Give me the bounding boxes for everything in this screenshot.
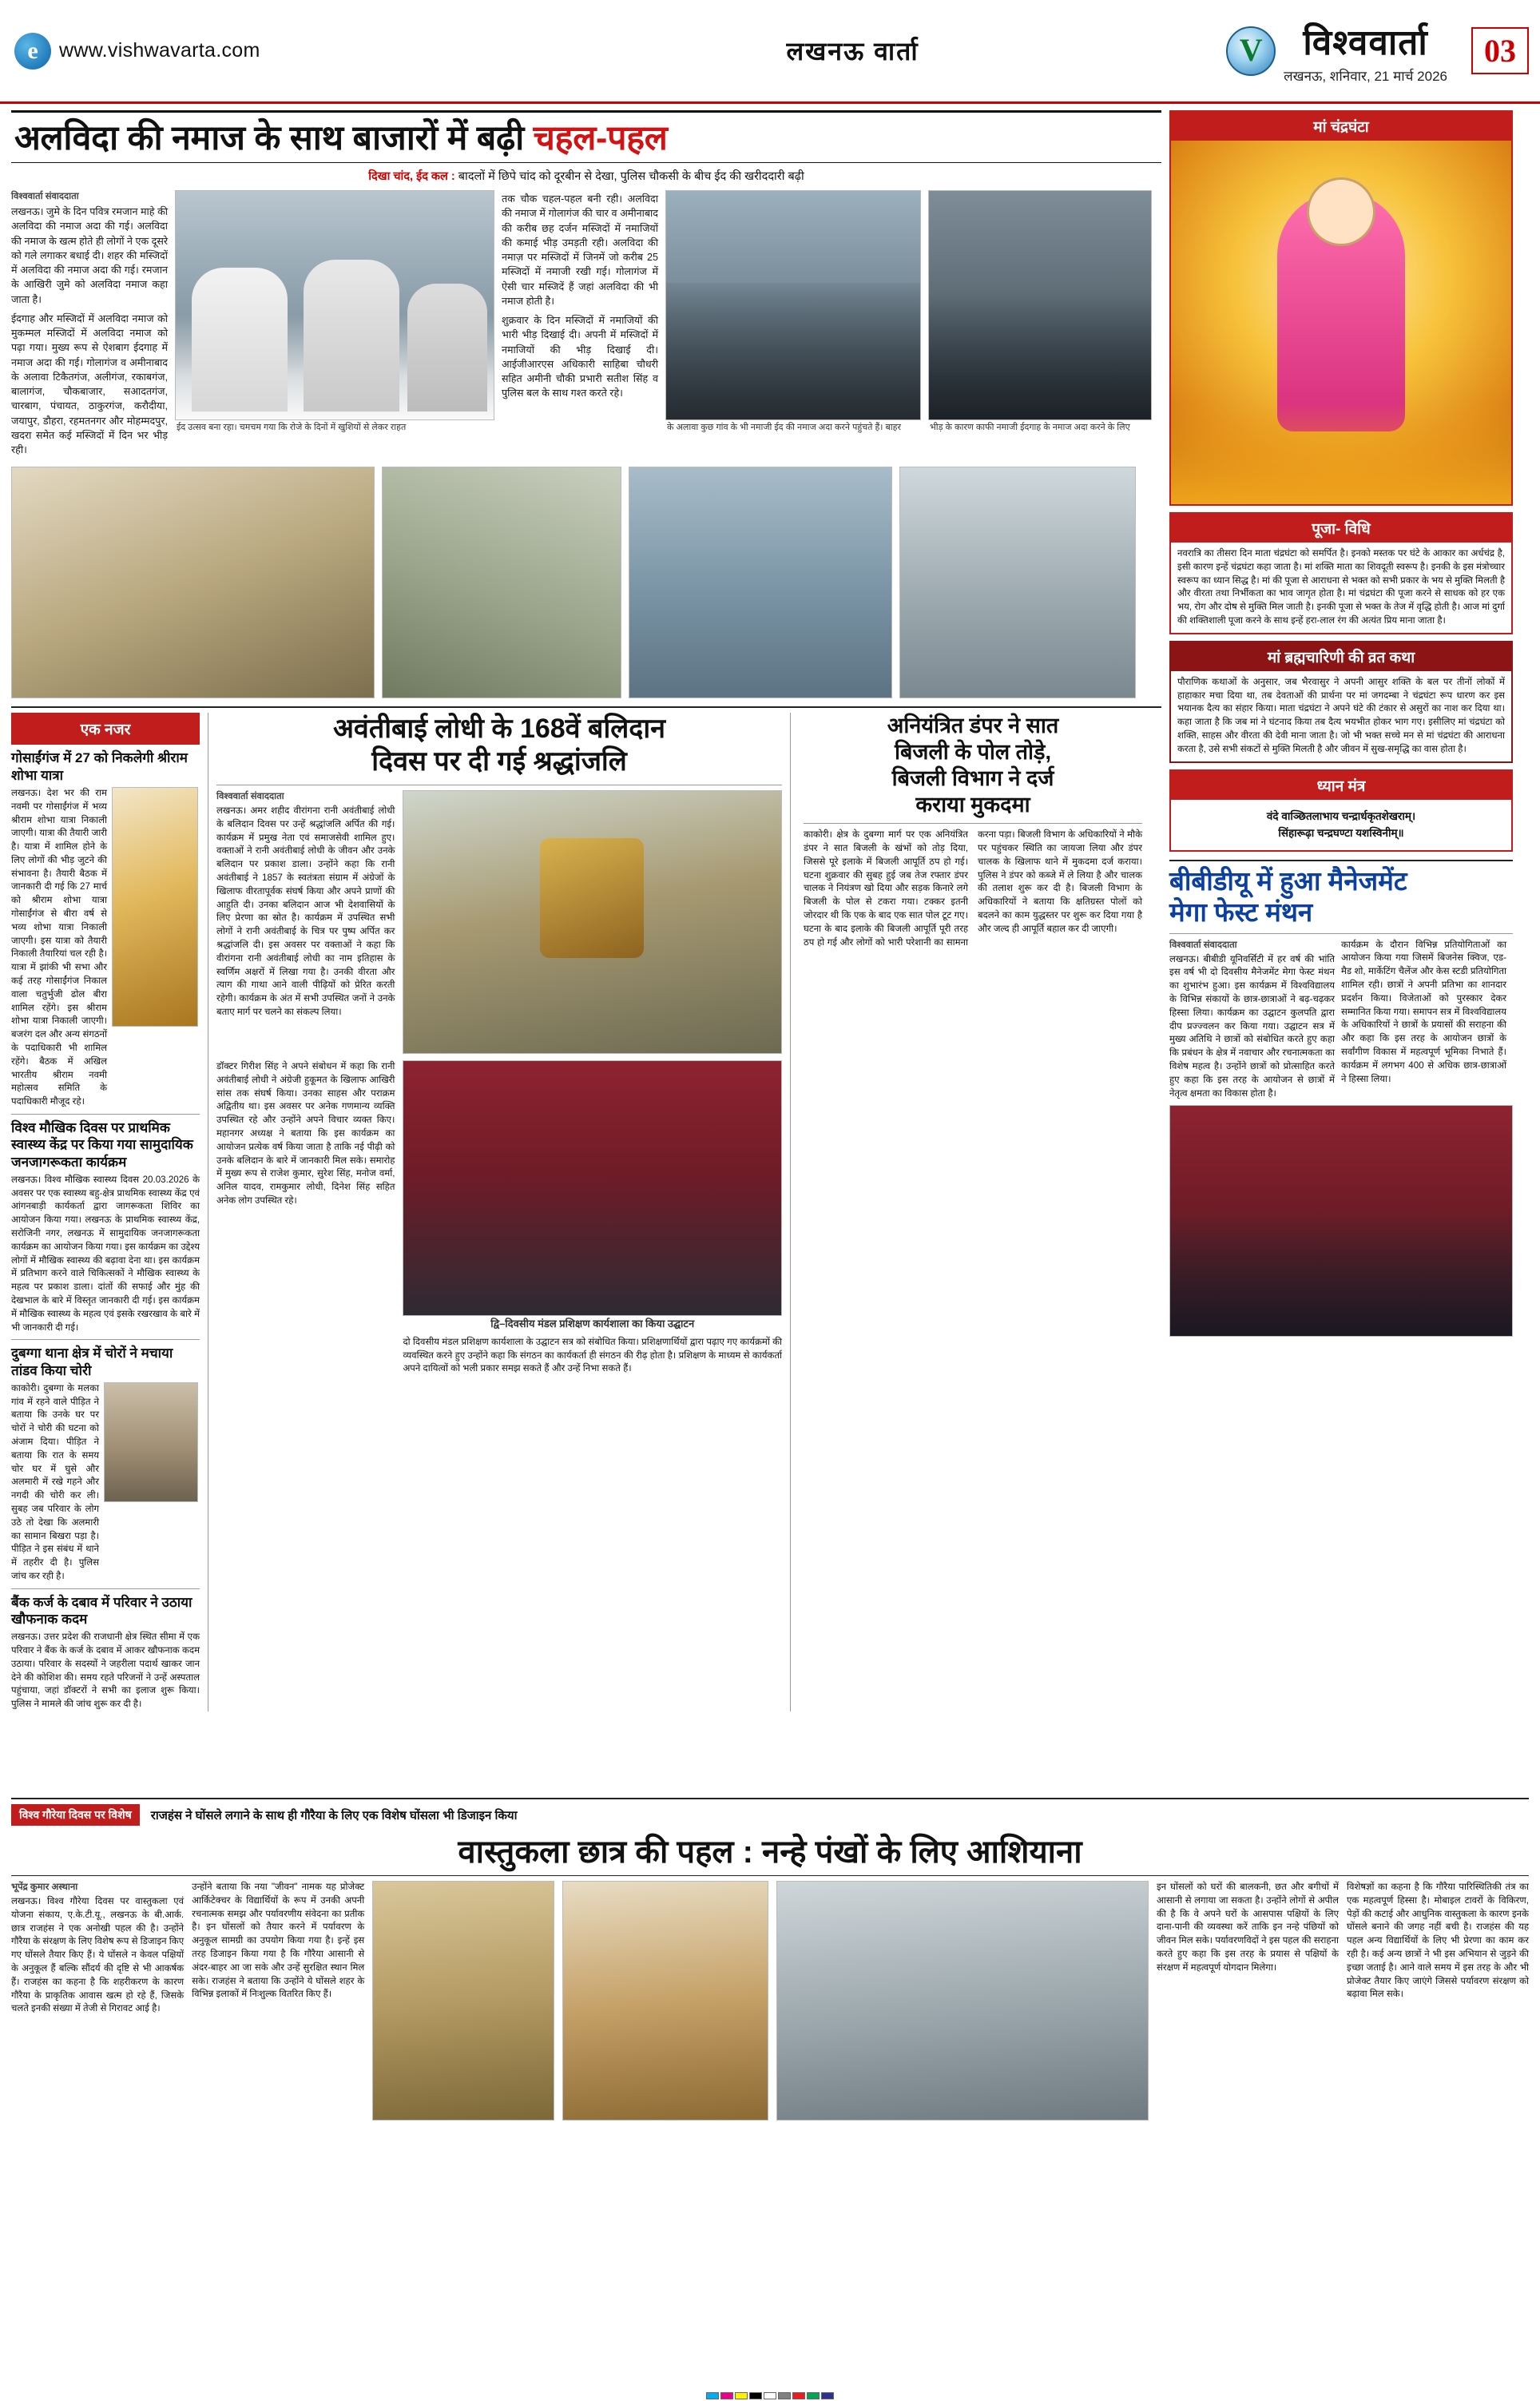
bbdu-byline: विश्ववार्ता संवाददाता [1169, 940, 1237, 950]
puja-card [1169, 512, 1513, 634]
avantibai-text-3: दो दिवसीय मंडल प्रशिक्षण कार्यशाला के उद्घाटन सत्र को संबोधित किया। प्रशिक्षणार्थियों द्वारा पढ़ाए गए कार्यक्रमों की व्यवस्थित करने हुए उन्होंने कहा कि संगठन का कार्यकर्ता ही संगठन की रीढ़ होता है। प्रशिक्षण के माध्यम से कार्यकर्ता अपने दायित्वों को भली प्रकार समझ सकते हैं और उन्हें निभा सकते हैं। [403, 1336, 782, 1374]
masthead [0, 0, 1540, 104]
avantibai-headline-line2: दिवस पर दी गई श्रद्धांजलि [371, 746, 627, 777]
avantibai-byline: विश्ववार्ता संवाददाता [216, 792, 284, 801]
ek-nazar-item2-head: विश्व मौखिक दिवस पर प्राथमिक स्वास्थ्य केंद्र पर किया गया सामुदायिक जनजागरूकता कार्यक्रम [11, 1120, 193, 1170]
page-number: 03 [1471, 27, 1529, 74]
masthead-left [0, 33, 479, 70]
lead-para-3: तक चौक चहल-पहल बनी रही। अलविदा की नमाज में गोलागंज की चार व अमीनाबाद की करीब छह दर्जन मस्जिदों में नमाजियों की कमाई भीड़ उमड़ती रही। अलविदा की नमाज़ पर मस्जिदों में जिनमें जो करीब 25 मस्जिदों में नमाजी रखी गई। गोलागंज में ऐसी चार मस्जिदें हैं जहां अलविदा की भी नमाज होती है। [502, 193, 658, 307]
devi-title: मां चंद्रघंटा [1171, 112, 1511, 141]
ek-nazar-photo-ram [112, 787, 198, 1027]
ek-nazar-item3-head: दुबग्गा थाना क्षेत्र में चोरों ने मचाया तांडव किया चोरी [11, 1346, 173, 1378]
sparrow-section-note: राजहंस ने घोंसले लगाने के साथ ही गौरैया के लिए एक विशेष घोंसला भी डिजाइन किया [150, 1808, 518, 1823]
lead-photo-2-wrap [665, 190, 921, 462]
ek-nazar-photo-rubble [104, 1382, 198, 1502]
sparrow-text-2: उन्होंने बताया कि नया "जीवन" नामक यह प्रोजेक्ट आर्किटेक्चर के विद्यार्थियों के रूप में उनकी अपनी रचनात्मक समझ और पर्यावरणीय संवेदना का प्रतीक है। इन घोंसलों को तैयार करने में पर्यावरण के अनुकूल सामग्री का उपयोग किया गया है। इन्हें इस तरह डिजाइन किया गया है कि गौरैया आसानी से अंदर-बाहर आ जा सके और उन्हें सुरक्षित स्थान मिल सके। राजहंस ने बताया कि उन्होंने ये घोंसले शहर के विभिन्न इलाकों में निःशुल्क वितरित किए हैं। [192, 1882, 365, 2000]
avantibai-headline [216, 713, 782, 778]
sparrow-section [11, 1798, 1529, 2121]
lead-text-1 [11, 205, 168, 457]
strip-photo-market [11, 467, 375, 698]
katha-text: पौराणिक कथाओं के अनुसार, जब भैरवासुर ने अपनी आसुर शक्ति के बल पर तीनों लोकों में हाहाकार मचा दिया था, तब देवताओं की प्रार्थना पर मां जगदम्बा ने चंद्रघंटा रूप धारण कर इस भयानक दैत्य का संहार किया। माता चंद्रघंटा ने अपने घंटे की टंकार से असुरों का नाश कर दिया था। कहा जाता है कि जब मां ने घंटनाद किया तब दैत्य भयभीत होकर भाग गए। इसीलिए मां चंद्रघंटा को शक्ति, साहस और वीरता की देवी माना जाता है। जो भी भक्त सच्चे मन से मां चंद्रघंटा की आराधना करता है, उसे सभी संकटों से मुक्ति मिलती है और जीवन में सुख-समृद्धि का वास होता है। [1177, 676, 1505, 754]
edition-title: लखनऊ वार्ता [786, 37, 919, 66]
bbdu-text-2: कार्यक्रम के दौरान विभिन्न प्रतियोगिताओं का आयोजन किया गया जिसमें बिजनेस क्विज, एड-मैड शो, मार्केटिंग चैलेंज और केस स्टडी प्रतियोगिता शामिल रही। छात्रों ने अपनी प्रतिभा का शानदार प्रदर्शन किया। विजेताओं को पुरस्कार देकर सम्मानित किया गया। समापन सत्र में विश्वविद्यालय के अधिकारियों ने छात्रों के प्रयासों की सराहना की और कहा कि इस तरह के आयोजन छात्रों के सर्वांगीण विकास में महत्वपूर्ण भूमिका निभाते हैं। कार्यक्रम में लगभग 400 से अधिक छात्र-छात्राओं ने हिस्सा लिया। [1341, 939, 1506, 1084]
brand-date-line: लखनऊ, शनिवार, 21 मार्च 2026 [1284, 69, 1447, 84]
lead-para-2: ईदगाह और मस्जिदों में अलविदा नमाज को मुकम्मल मस्जिदों में अलविदा नमाज को पढ़ा गया। मुख्य रूप से ऐशबाग ईदगाह में नमाज अदा की गई। गोलागंज व अमीनाबाद के अलावा टिकैतगंज, अलीगंज, रकाबगंज, बालागंज, चौकबाजार, सआदतगंज, चारबाग, पंचायत, ठाकुरगंज, करौदीया, जयापुर, डौहरा, रहमतनगर और मोहम्मदपुर, खदरा समेत कई मस्जिदों में दिन भर भीड़ रही। [11, 312, 168, 456]
katha-title: मां ब्रह्मचारिणी की व्रत कथा [1171, 642, 1511, 671]
lead-text-2 [502, 190, 658, 401]
avantibai-photo-col [403, 790, 782, 1054]
bbdu-block [1169, 866, 1513, 1338]
bbdu-text-1: लखनऊ। बीबीडी यूनिवर्सिटी में हर वर्ष की भांति इस वर्ष भी दो दिवसीय मैनेजमेंट मेगा फेस्ट मंथन का शुभारंभ हुआ। इस कार्यक्रम में विश्वविद्यालय के विभिन्न संकायों के छात्र-छात्राओं ने बढ़-चढ़कर हिस्सा लिया। कार्यक्रम का उद्घाटन कुलपति द्वारा दीप प्रज्ज्वलन कर किया गया। उद्घाटन सत्र में मुख्य अतिथि ने छात्रों को संबोधित करते हुए कहा कि प्रबंधन के क्षेत्र में नवाचार और रचनात्मकता का विशेष महत्व है। उन्होंने छात्रों को प्रोत्साहित करते हुए कहा कि इस तरह के आयोजन से छात्रों में नेतृत्व क्षमता का विकास होता है। [1169, 953, 1335, 1099]
avantibai-text-1: लखनऊ। अमर शहीद वीरांगना रानी अवंतीबाई लोधी के बलिदान दिवस पर उन्हें श्रद्धांजलि अर्पित की गई। कार्यक्रम में प्रमुख नेता एवं समाजसेवी शामिल हुए। वक्ताओं ने रानी अवंतीबाई लोधी के जीवन और उनके बलिदान पर प्रकाश डाला। उन्होंने कहा कि रानी अवंतीबाई ने 1857 के स्वतंत्रता संग्राम में अंग्रेजों के खिलाफ वीरतापूर्वक संघर्ष किया और अपने प्राणों की आहुति दी। उनका बलिदान आज भी देशवासियों के लिए प्रेरणा का स्रोत है। कार्यक्रम में उपस्थित सभी लोगों ने रानी अवंतीबाई के चित्र पर पुष्प अर्पित कर श्रद्धांजलि दी। इस अवसर पर वक्ताओं ने कहा कि वीरांगना रानी अवंतीबाई लोधी का नाम इतिहास के स्वर्णिम अक्षरों में लिखा गया है। उनकी वीरता और त्याग की गाथा आने वाली पीढ़ियों को प्रेरित करती रहेगी। कार्यक्रम के अंत में सभी उपस्थित जनों ने उनके बताए मार्ग पर चलने का संकल्प लिया। [216, 805, 395, 1017]
ek-nazar-item1-head: गोसाईंगंज में 27 को निकलेगी श्रीराम शोभा यात्रा [11, 750, 188, 783]
avantibai-photo-caption: द्वि–दिवसीय मंडल प्रशिक्षण कार्यशाला का किया उद्घाटन [490, 1318, 695, 1330]
lead-headline-red: चहल-पहल [533, 119, 668, 157]
avantibai-text-col [216, 790, 395, 1054]
photo-strip [11, 467, 1161, 698]
epaper-logo-icon: e [14, 33, 51, 70]
bbdu-headline [1169, 866, 1513, 928]
brand-block [1226, 17, 1447, 85]
ek-nazar-item4-head: बैंक कर्ज के दबाव में परिवार ने उठाया खौफनाक कदम [11, 1594, 192, 1628]
sparrow-photo-nest-1 [372, 1881, 554, 2121]
lead-kicker [11, 168, 1161, 184]
lead-byline: विश्ववार्ता संवाददाता [11, 192, 79, 202]
lead-headline-black: अलविदा की नमाज के साथ बाजारों में बढ़ी [14, 119, 534, 157]
sparrow-col-2 [192, 1881, 364, 2121]
damper-headline-line3: बिजली विभाग ने दर्ज [891, 766, 1054, 791]
lead-col-2 [502, 190, 658, 462]
puja-text: नवरात्रि का तीसरा दिन माता चंद्रघंटा को समर्पित है। इनको मस्तक पर घंटे के आकार का अर्धचंद्र है, इसी कारण इन्हें चंद्रघंटा कहा जाता है। मां शक्ति माता का शिवदूती स्वरूप है। इनकी के इस मंत्रोच्चार स्वरूप का ध्यान सिद्ध है। मां की पूजा से आराधना से भक्त को सभी प्रकार के भय से मुक्ति मिलती है और वीरता तथा निर्भीकता का भाव जागृत होता है। मां चंद्रघंटा की पूजा करने से साधक को हर एक भय, रोग और दोष से मुक्ति मिल जाती है। इनकी पूजा से भक्त के तेज में वृद्धि होती है। आज मां दुर्गा की शक्तिशाली पूजा करने के साथ इन्हें हरा-लाल रंग की अत्यंत प्रिय माना जाता है। [1177, 548, 1505, 626]
sparrow-photo-birdhouse [776, 1881, 1149, 2121]
masthead-right [1226, 17, 1540, 85]
lead-headline-block [11, 110, 1161, 163]
lead-kicker-rest: बादलों में छिपे चांद को दूरबीन से देखा, पुलिस चौकसी के बीच ईद की खरीददारी बढ़ी [454, 170, 804, 184]
ek-nazar-item2-text: लखनऊ। विश्व मौखिक स्वास्थ्य दिवस 20.03.2026 के अवसर पर एक स्वास्थ्य बहु-क्षेत्र प्राथमिक स्वास्थ्य केंद्र एवं आंगनबाड़ी कार्यकर्ता द्वारा जागरूकता शिविर का आयोजन किया गया। लखनऊ के प्राथमिक स्वास्थ्य केंद्र, सरोजिनी नगर, लखनऊ में सामुदायिक जनजागरूकता कार्यक्रम का आयोजन किया गया। इस कार्यक्रम का उद्देश्य लोगों में मौखिक स्वास्थ्य की बढ़ावा देना था। इस कार्यक्रम में प्रतिभाग करने वाले चिकित्सकों ने मौखिक स्वास्थ्य के महत्व पर प्रकाश डाला। दांतों की सफाई और मुंह की देखभाल के बारे में विस्तृत जानकारी दी गई। इस कार्यक्रम में मौखिक स्वास्थ्य के महत्व एवं इसके रखरखाव के बारे में भी जानकारी दी गई। [11, 1174, 200, 1333]
sparrow-byline: भूपेंद्र कुमार अस्थाना [11, 1882, 78, 1892]
puja-title: पूजा- विधि [1171, 514, 1511, 543]
lead-photo-3-wrap [928, 190, 1152, 462]
mantra-line-1: वंदे वाञ्छितलाभाय चन्द्रार्धकृतशेखराम्। [1266, 809, 1416, 822]
masthead-center [479, 34, 1226, 68]
avantibai-text-col-2 [216, 1060, 395, 1376]
strip-photo-police-1 [382, 467, 621, 698]
lead-para-4: शुक्रवार के दिन मस्जिदों में नमाजियों की भारी भीड़ दिखाई दी। अपनी में मस्जिदों में नमाजियों की भीड़ दिखाई दी। आईजीआरएस अधिकारी साहिबा चौधरी सहित अमीनी चौकी प्रभारी सतीश सिंह व पुलिस बल के साथ गश्त करते रहे। [502, 315, 658, 400]
lead-photo-1-wrap [175, 190, 494, 462]
damper-headline-line2: बिजली के पोल तोड़े, [895, 740, 1051, 765]
lead-kicker-red: दिखा चांद, ईद कल : [368, 170, 455, 184]
bbdu-headline-line1: बीबीडीयू में हुआ मैनेजमेंट [1169, 865, 1407, 896]
lead-photo-3-caption: भीड़ के कारण काफी नमाजी ईदगाह के नमाज अदा करने के लिए [930, 423, 1130, 433]
avantibai-text-2: डॉक्टर गिरीश सिंह ने अपने संबोधन में कहा कि रानी अवंतीबाई लोधी ने अंग्रेजी हुकूमत के खिलाफ आखिरी सांस तक संघर्ष किया। उनका साहस और पराक्रम अद्वितीय था। इस अवसर पर अनेक गणमान्य व्यक्ति उपस्थित रहे और उन्होंने अपने विचार व्यक्त किए। महानगर अध्यक्ष ने बताया कि इस कार्यक्रम का आयोजन प्रत्येक वर्ष किया जाता है ताकि नई पीढ़ी को उनके बलिदान के बारे में जानकारी मिल सके। समारोह में मुख्य रूप से राजेश कुमार, सुरेश सिंह, मनोज वर्मा, अनिल यादव, रामकुमार लोधी, दिनेश सिंह सहित अनेक लोग उपस्थित रहे। [216, 1061, 395, 1206]
sparrow-section-tagline [11, 1804, 1529, 1826]
page-body [0, 104, 1540, 1711]
lead-photo-crowd [665, 190, 921, 420]
sparrow-body [11, 1881, 1529, 2121]
cmyk-registration-bar [706, 2392, 834, 2399]
strip-photo-police-2 [629, 467, 892, 698]
devi-card [1169, 110, 1513, 506]
lead-story-row [11, 190, 1161, 462]
sparrow-photo-2-wrap [562, 1881, 768, 2121]
brand-text [1284, 17, 1447, 85]
katha-card [1169, 641, 1513, 763]
mantra-line-2: सिंहारूढ़ा चन्द्रघण्टा यशस्विनीम्॥ [1278, 827, 1404, 840]
ek-nazar-item3-text: काकोरी। दुबग्गा के मलका गांव में रहने वाले पीड़ित ने बताया कि उनके घर पर चोरों ने चोरी की घटना को अंजाम दिया। पीड़ित ने बताया कि रात के समय चोर घर में घुसे और अलमारी में रखे गहने और नगदी की चोरी कर ली। सुबह जब परिवार के लोग उठे तो देखा कि अलमारी का सामान बिखरा पड़ा है। पीड़ित ने इस संबंध में थाने में तहरीर दी है। पुलिस जांच कर रही है। [11, 1382, 99, 1581]
ek-nazar-title: एक नजर [13, 714, 198, 743]
sparrow-text-1: लखनऊ। विश्व गौरेया दिवस पर वास्तुकला एवं योजना संकाय, ए.के.टी.यू., लखनऊ के बी.आर्क. छात्र राजहंस ने एक अनोखी पहल की है। उन्होंने गौरैया के संरक्षण के लिए विशेष रूप से डिजाइन किए गए घोंसले तैयार किए हैं। ये घोंसले न केवल पक्षियों के अनुकूल हैं बल्कि सौंदर्य की दृष्टि से भी आकर्षक हैं। राजहंस का कहना है कि शहरीकरण के कारण गौरैया के प्राकृतिक आवास खत्म हो रहे हैं, जिसके चलते इनकी संख्या में तेजी से गिरावट आई है। [11, 1896, 185, 2014]
sparrow-photo-1-wrap [372, 1881, 554, 2121]
damper-block [799, 713, 1142, 1711]
avantibai-photo-col-2 [403, 1060, 782, 1376]
sparrow-section-tag: विश्व गौरेया दिवस पर विशेष [11, 1804, 140, 1826]
sparrow-col-1 [11, 1881, 184, 2121]
ek-nazar-item1-text: लखनऊ। देश भर की राम नवमी पर गोसाईंगंज में भव्य श्रीराम शोभा यात्रा निकाली जाएगी। यात्रा की तैयारी जारी है। यात्रा में शामिल होने के लिए लोगों की भीड़ जुटने की संभावना है। तैयारी बैठक में जानकारी दी गई कि 27 मार्च को श्रीराम शोभा यात्रा गोसाईंगंज से बीरा वर्ष से भव्य शोभा यात्रा निकाली जाएगी। इस यात्रा को तैयारी निकाली तैयारियां चल रही है। यात्रा में झांकी भी सभा और कई तरह गोसाईंगंज निकाल वाला चतुर्भुजी ढोल बीरा शामिल रहेंगे। इस श्रीराम शोभा यात्रा निकाली जाएगी। बजरंग दल और अन्य संगठनों के पदाधिकारी भी शामिल रहेंगे। बैठक में अखिल भारतीय श्रीराम नवमी महोत्सव समिति के पदाधिकारी मौजूद रहे। [11, 787, 107, 1107]
bbdu-photo-group [1169, 1105, 1513, 1337]
damper-text: काकोरी। क्षेत्र के दुबग्गा मार्ग पर एक अनियंत्रित डंपर ने सात बिजली के खंभों को तोड़ दिया, जिससे पूरे इलाके में बिजली आपूर्ति ठप हो गई। घटना शुक्रवार की सुबह हुई जब तेज रफ्तार डंपर चालक ने नियंत्रण खो दिया और सड़क किनारे लगे बिजली के पोल से टकरा गया। टक्कर इतनी जोरदार थी कि एक के बाद एक सात पोल टूट गए। घटना के बाद इलाके की बिजली आपूर्ति पूरी तरह ठप हो गई और लोगों को भारी परेशानी का सामना करना पड़ा। बिजली विभाग के अधिकारियों ने मौके पर पहुंचकर स्थिति का जायजा लिया और डंपर चालक के खिलाफ थाने में मुकदमा दर्ज कराया। पुलिस ने डंपर को कब्जे में ले लिया है और चालक की तलाश शुरू कर दी है। बिजली विभाग के अधिकारियों ने बताया कि क्षतिग्रस्त पोलों को बदलने का काम युद्धस्तर पर शुरू कर दिया गया है और जल्द ही आपूर्ति बहाल कर दी जाएगी। [804, 829, 1142, 948]
sparrow-text-4: विशेषज्ञों का कहना है कि गौरैया पारिस्थितिकी तंत्र का एक महत्वपूर्ण हिस्सा है। मोबाइल टावरों के विकिरण, पेड़ों की कटाई और आधुनिक वास्तुकला के कारण इनके घोंसले बनाने की जगह नहीं बची है। राजहंस की यह पहल अन्य विद्यार्थियों के लिए भी प्रेरणा का काम कर रही है। कई अन्य छात्रों ने भी इस अभियान से जुड़ने की इच्छा जताई है। आने वाले समय में इस तरह के और भी प्रोजेक्ट तैयार किए जाएंगे जिससे पर्यावरण संरक्षण को बढ़ावा मिल सके। [1347, 1882, 1530, 2000]
lead-col-1 [11, 190, 168, 462]
lead-headline [14, 119, 1158, 157]
lead-photo-2-caption: के अलावा कुछ गांव के भी नमाजी ईद की नमाज अदा करने पहुंचते हैं। बाहर [667, 423, 902, 433]
damper-headline-line1: अनियंत्रित डंपर ने सात [887, 714, 1059, 738]
avantibai-block [208, 713, 791, 1711]
avantibai-photo-statue [403, 790, 782, 1054]
brand-name: विश्ववार्ता [1303, 23, 1428, 62]
left-main-column [11, 110, 1161, 1711]
right-rail [1169, 110, 1513, 1711]
avantibai-photo-group [403, 1060, 782, 1316]
lead-photo-binoculars [175, 190, 494, 420]
sparrow-text-3: इन घोंसलों को घरों की बालकनी, छत और बगीचों में आसानी से लगाया जा सकता है। उन्होंने लोगों से अपील की है कि वे अपने घरों के आसपास पक्षियों के लिए दाना-पानी की व्यवस्था करें ताकि इन नन्हे पंछियों को जीवन मिल सके। पर्यावरणविदों ने इस पहल की सराहना करते हुए कहा कि इस तरह के प्रयास से पक्षियों के संरक्षण में महत्वपूर्ण योगदान मिलेगा। [1156, 1882, 1339, 1973]
damper-headline-line4: कराया मुकदमा [915, 793, 1030, 817]
avantibai-headline-line1: अवंतीबाई लोधी के 168वें बलिदान [332, 714, 666, 745]
dhyan-card [1169, 769, 1513, 852]
globe-logo-icon [1226, 26, 1276, 76]
devi-image [1171, 141, 1511, 504]
damper-headline [804, 713, 1142, 818]
sparrow-photo-nest-2 [562, 1881, 768, 2121]
ek-nazar-column [11, 713, 200, 1711]
lead-photo-1-caption: ईद उत्सव बना रहा। चमचम गया कि रोजे के दिनों में खुशियों से लेकर राहत [177, 423, 407, 433]
ek-nazar-item4-text: लखनऊ। उत्तर प्रदेश की राजधानी क्षेत्र स्थित सीमा में एक परिवार ने बैंक के कर्ज के दबाव में आकर खौफनाक कदम उठाया। परिवार के सदस्यों ने जहरीला पदार्थ खाकर जान देने की कोशिश की। समय रहते परिजनों ने उन्हें अस्पताल पहुंचाया, जहां डॉक्टरों ने सभी का इलाज शुरू किया। पुलिस ने मामले की जांच शुरू कर दी है। [11, 1632, 200, 1710]
website-url[interactable]: www.vishwavarta.com [59, 39, 260, 62]
sparrow-photo-3-wrap [776, 1881, 1149, 2121]
dhyan-title: ध्यान मंत्र [1171, 771, 1511, 800]
sparrow-headline: वास्तुकला छात्र की पहल : नन्हे पंखों के लिए आशियाना [458, 1835, 1082, 1870]
sparrow-col-4 [1347, 1881, 1529, 2121]
lead-para-1: लखनऊ। जुमे के दिन पवित्र रमजान माहे की अलविदा की नमाज अदा की गई। अलविदा की नमाज के खत्म होते ही लोगों ने एक दूसरे को गले लगाकर बधाई दी। शहर की मस्जिदों में अलविदा की नमाज अदा की गई। रमजान के आखिरी जुमे को अलविदा नमाज कहा जाता है। [11, 206, 168, 305]
bbdu-headline-line2: मेगा फेस्ट मंथन [1169, 896, 1313, 927]
lead-photo-officials [928, 190, 1152, 420]
sparrow-col-3 [1157, 1881, 1339, 2121]
strip-photo-police-3 [899, 467, 1136, 698]
middle-section [11, 713, 1161, 1711]
